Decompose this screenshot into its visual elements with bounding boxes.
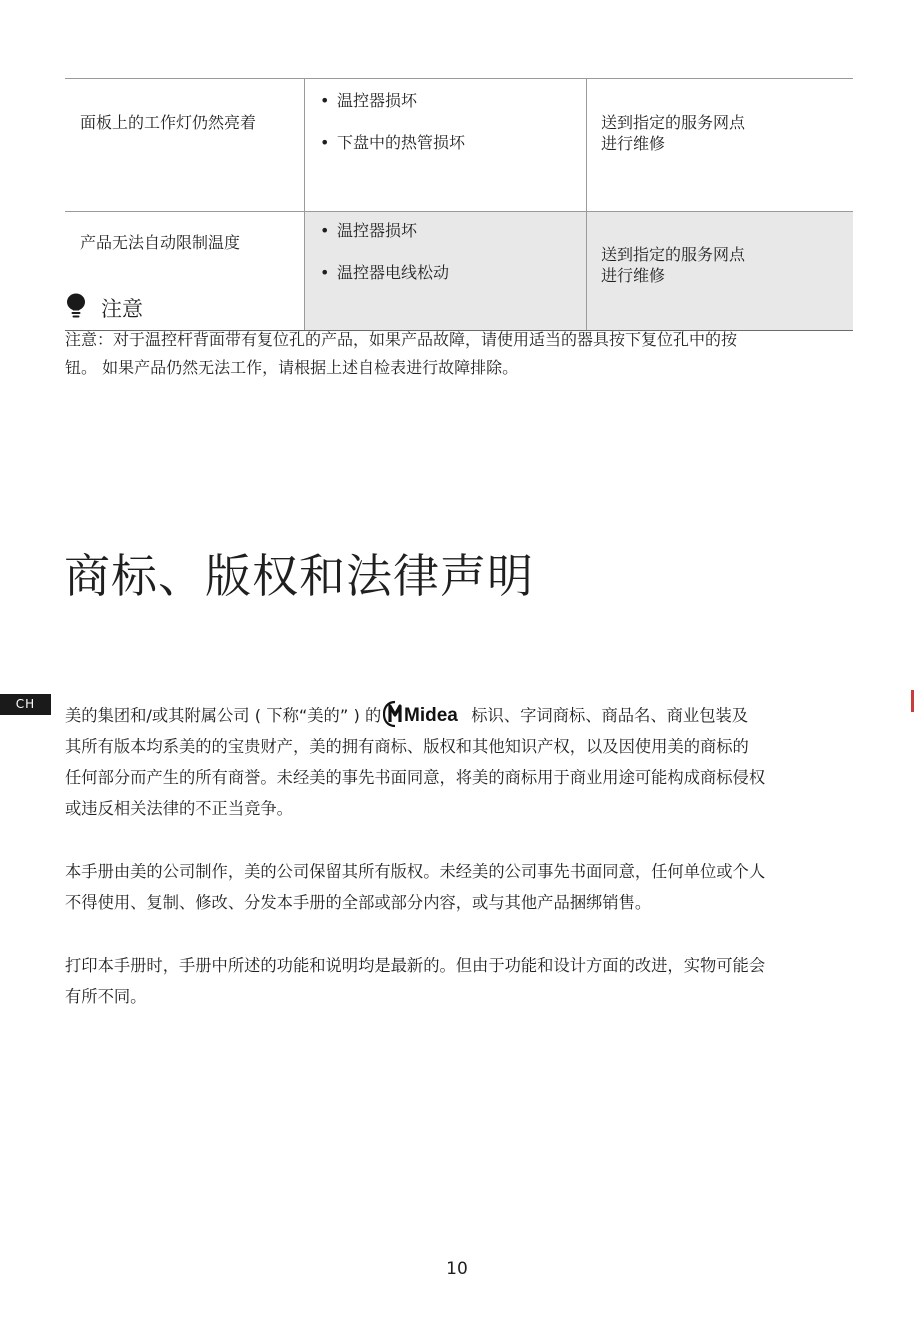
paragraph-line: 任何部分而产生的所有商誉。未经美的事先书面同意，将美的商标用于商业用途可能构成商标侵权 (65, 768, 766, 787)
paragraph-line: 有所不同。 (65, 987, 147, 1006)
solution-cell (587, 79, 854, 212)
legal-paragraph-trademark (65, 700, 837, 824)
paragraph-line (65, 700, 837, 731)
cause-cell (305, 79, 587, 212)
note-title: 注意 (101, 297, 143, 321)
cause-item: • 温控器电线松动 (320, 262, 586, 283)
solution-text (601, 244, 853, 286)
note-header (65, 293, 143, 323)
note-line: 注意：对于温控杆背面带有复位孔的产品，如果产品故障，请使用适当的器具按下复位孔中的按 (65, 330, 738, 349)
page-number: 10 (446, 1259, 468, 1279)
note-body (65, 326, 835, 382)
problem-text: 产品无法自动限制温度 (80, 233, 241, 252)
language-tab: CH (0, 694, 51, 715)
midea-logo (383, 700, 467, 728)
paragraph-line: 或违反相关法律的不正当竞争。 (65, 799, 293, 818)
solution-line: 送到指定的服务网点 (601, 113, 746, 132)
paragraph-line: 不得使用、复制、修改、分发本手册的全部或部分内容，或与其他产品捆绑销售。 (65, 893, 652, 912)
solution-line: 送到指定的服务网点 (601, 245, 746, 264)
table-row (65, 79, 853, 212)
solution-text (601, 112, 853, 154)
solution-line: 进行维修 (601, 266, 666, 285)
paragraph-text: 标识、字词商标、商品名、商业包装及 (471, 706, 749, 725)
paragraph-line: 本手册由美的公司制作，美的公司保留其所有版权。未经美的公司事先书面同意，任何单位或个人 (65, 862, 766, 881)
cause-item: • 温控器损坏 (320, 220, 586, 241)
problem-text: 面板上的工作灯仍然亮着 (80, 113, 257, 132)
section-heading: 商标、版权和法律声明 (64, 549, 534, 603)
paragraph-line: 其所有版本均系美的的宝贵财产，美的拥有商标、版权和其他知识产权，以及因使用美的商标的 (65, 737, 749, 756)
legal-paragraph-copyright (65, 856, 837, 918)
legal-paragraph-disclaimer (65, 950, 837, 1012)
solution-line: 进行维修 (601, 134, 666, 153)
solution-cell (587, 212, 854, 331)
paragraph-text: 美的集团和/或其附属公司 ( 下称“美的” ) 的 (65, 706, 382, 725)
lightbulb-icon (65, 293, 87, 323)
problem-cell (65, 79, 305, 212)
note-line: 钮。 如果产品仍然无法工作，请根据上述自检表进行故障排除。 (65, 358, 519, 377)
paragraph-line: 打印本手册时，手册中所述的功能和说明均是最新的。但由于功能和设计方面的改进，实物可能会 (65, 956, 766, 975)
cause-item: • 下盘中的热管损坏 (320, 132, 586, 153)
svg-text:Midea: Midea (404, 704, 459, 726)
table-row (65, 212, 853, 331)
cause-item: • 温控器损坏 (320, 90, 586, 111)
troubleshooting-table (65, 78, 853, 331)
cause-cell (305, 212, 587, 331)
